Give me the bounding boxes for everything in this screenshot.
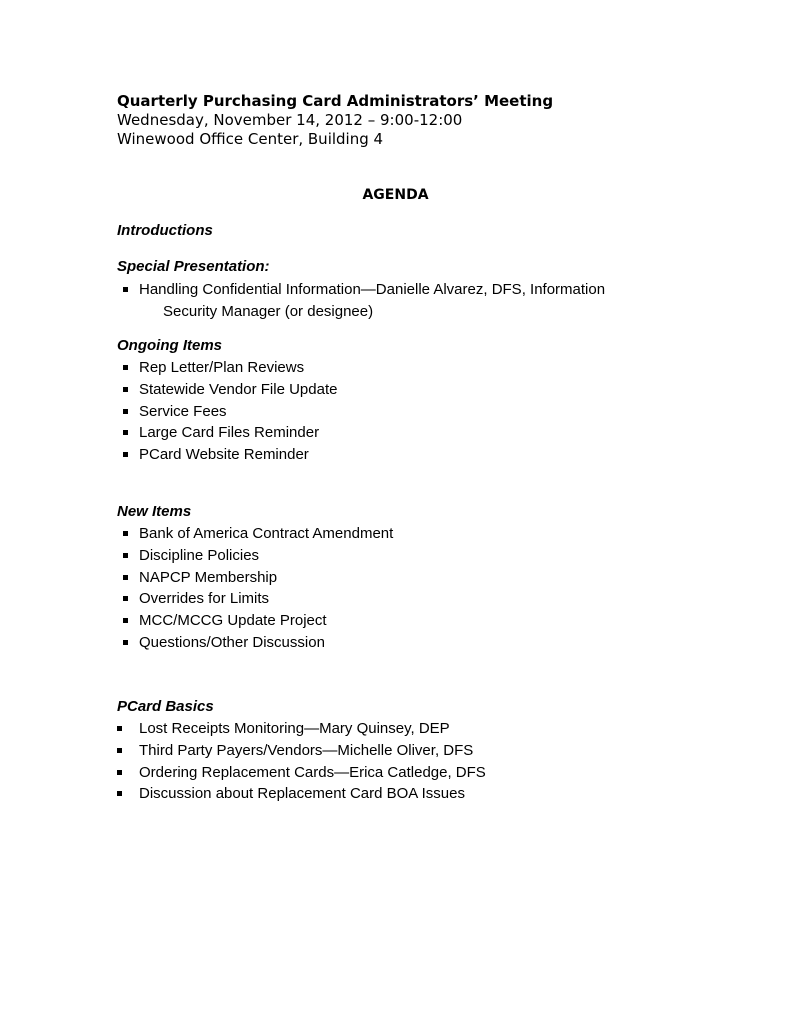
special-presentation-list [117,279,605,323]
list-item-text: Ordering Replacement Cards—Erica Catledge, DFS [139,763,486,781]
list-item [117,567,393,589]
square-bullet-icon [117,791,122,796]
list-item-text: Discussion about Replacement Card BOA Issues [139,785,465,803]
list-item [117,588,393,610]
list-item [117,422,337,444]
list-item [117,357,337,379]
list-item [117,379,337,401]
ongoing-items-list [117,357,337,466]
list-item-text: Discipline Policies [139,546,260,564]
section-title-special-presentation: Special Presentation: [117,258,270,275]
section-title-new-items: New Items [117,503,192,520]
list-item [117,545,393,567]
section-title-ongoing-items: Ongoing Items [117,337,222,354]
square-bullet-icon [117,748,122,753]
list-item-text: Service Fees [139,402,227,420]
square-bullet-icon [123,531,128,536]
square-bullet-icon [123,575,128,580]
pcard-basics-list [117,718,486,805]
document-header [117,92,553,149]
list-item-text: MCC/MCCG Update Project [139,612,327,630]
list-item [117,740,486,762]
section-title-pcard-basics: PCard Basics [117,698,214,715]
meeting-title: Quarterly Purchasing Card Administrators’ Meeting [117,92,554,110]
list-item-text: Handling Confidential Information—Danielle Alvarez, DFS, Information [139,281,606,298]
list-item [117,762,486,784]
list-item [117,610,393,632]
list-item-text: Rep Letter/Plan Reviews [139,359,305,376]
square-bullet-icon [123,409,128,414]
square-bullet-icon [123,387,128,392]
square-bullet-icon [117,770,122,775]
list-item-text: NAPCP Membership [139,568,278,586]
square-bullet-icon [123,430,128,435]
new-items-list [117,523,393,654]
list-item-text: PCard Website Reminder [139,446,309,464]
square-bullet-icon [123,287,128,292]
list-item-text: Large Card Files Reminder [139,424,320,442]
agenda-heading: AGENDA [362,187,429,203]
list-item-text: Statewide Vendor File Update [139,380,338,398]
square-bullet-icon [123,618,128,623]
list-item-text: Bank of America Contract Amendment [139,525,394,542]
list-item-text: Questions/Other Discussion [139,633,325,651]
list-item [117,444,337,466]
meeting-location: Winewood Office Center, Building 4 [117,130,384,148]
list-item [117,783,486,805]
list-item-text: Overrides for Limits [139,590,270,608]
section-title-introductions: Introductions [117,222,213,239]
list-item [117,279,605,323]
list-item-text: Third Party Payers/Vendors—Michelle Oliver, DFS [139,741,474,759]
meeting-date-time: Wednesday, November 14, 2012 – 9:00-12:00 [117,111,463,129]
square-bullet-icon [117,726,122,731]
list-item-text: Lost Receipts Monitoring—Mary Quinsey, DEP [139,720,450,737]
list-item-text-continued: Security Manager (or designee) [163,302,374,320]
square-bullet-icon [123,365,128,370]
list-item [117,401,337,423]
list-item [117,632,393,654]
list-item [117,523,393,545]
square-bullet-icon [123,640,128,645]
square-bullet-icon [123,553,128,558]
square-bullet-icon [123,452,128,457]
list-item [117,718,486,740]
square-bullet-icon [123,596,128,601]
